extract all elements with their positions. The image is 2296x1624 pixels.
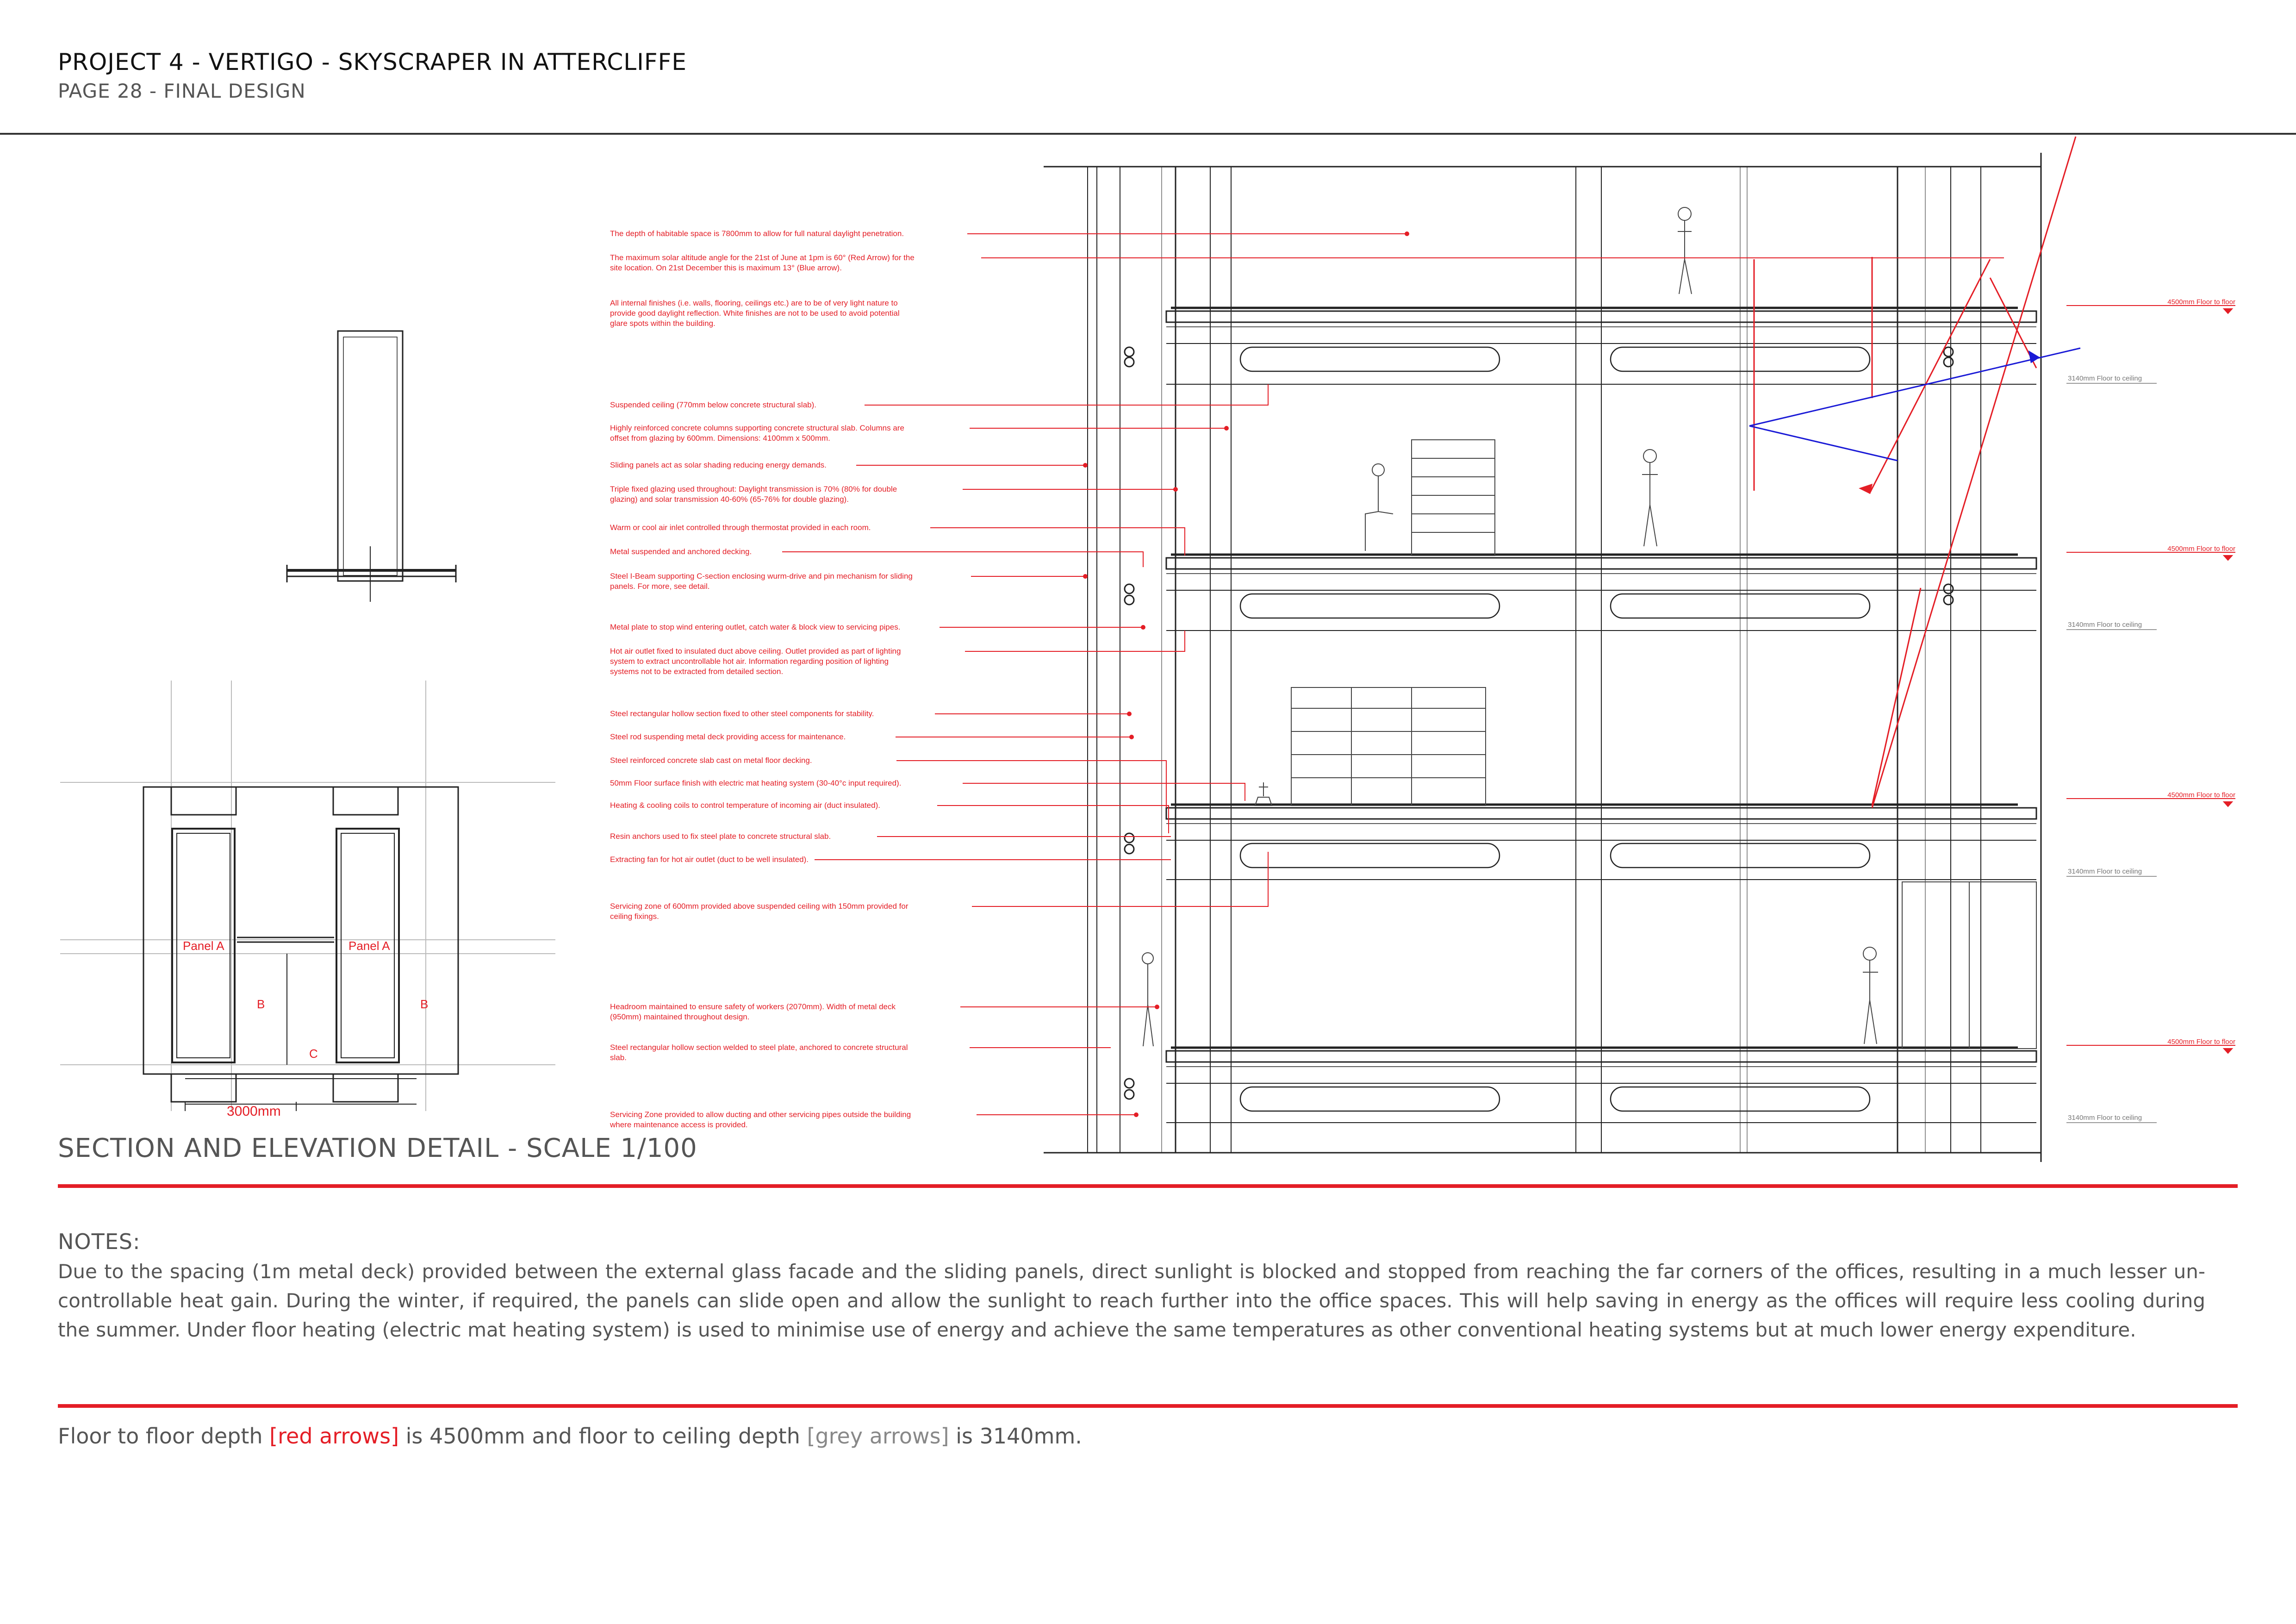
notes-divider bbox=[58, 1404, 2238, 1408]
annotation-line: The maximum solar altitude angle for the 21st of June at 1pm is 60° (Red Arrow) for the bbox=[610, 253, 915, 262]
section-divider bbox=[58, 1184, 2238, 1188]
annotation-line: The depth of habitable space is 7800mm to allow for full natural daylight penetration. bbox=[610, 229, 904, 238]
section-title: SECTION AND ELEVATION DETAIL - SCALE 1/100 bbox=[58, 1133, 697, 1163]
plan-label-b-right: B bbox=[420, 997, 429, 1011]
annotation-line: Headroom maintained to ensure safety of workers (2070mm). Width of metal deck bbox=[610, 1002, 896, 1011]
annotation-line: glare spots within the building. bbox=[610, 319, 716, 328]
annotation-line: Metal plate to stop wind entering outlet, catch water & block view to servicing pipes. bbox=[610, 623, 901, 631]
annotation-line: Steel rectangular hollow section fixed to other steel components for stability. bbox=[610, 709, 874, 718]
annotation-line: slab. bbox=[610, 1053, 627, 1062]
dimension-legend bbox=[58, 1424, 1082, 1449]
annotation-line: Servicing Zone provided to allow ducting and other servicing pipes outside the building bbox=[610, 1110, 911, 1119]
annotation-line: Hot air outlet fixed to insulated duct above ceiling. Outlet provided as part of lighting bbox=[610, 647, 901, 656]
floor-to-ceiling-label-3: 3140mm Floor to ceiling bbox=[2068, 868, 2142, 875]
plan-label-c: C bbox=[309, 1047, 318, 1061]
slab-2 bbox=[1125, 555, 2036, 631]
annotation-line: glazing) and solar transmission 40-60% (65-76% for double glazing). bbox=[610, 495, 849, 504]
building-section bbox=[1044, 153, 2041, 1162]
annotation-line: Heating & cooling coils to control temperature of incoming air (duct insulated). bbox=[610, 801, 880, 810]
floor-to-floor-label-1: 4500mm Floor to floor bbox=[2167, 298, 2235, 306]
annotation-line: Servicing zone of 600mm provided above suspended ceiling with 150mm provided for bbox=[610, 902, 908, 911]
plan-label-panel-a-right: Panel A bbox=[348, 939, 390, 953]
annotation-line: Steel rod suspending metal deck providing access for maintenance. bbox=[610, 732, 846, 741]
plan-label-panel-a-left: Panel A bbox=[183, 939, 224, 953]
annotation-line: offset from glazing by 600mm. Dimensions: 4100mm x 500mm. bbox=[610, 434, 830, 443]
human-figures bbox=[1142, 207, 1878, 1046]
annotation-line: Suspended ceiling (770mm below concrete structural slab). bbox=[610, 400, 817, 409]
annotation-line: 50mm Floor surface finish with electric mat heating system (30-40°c input required). bbox=[610, 779, 902, 787]
annotation-texts bbox=[610, 229, 915, 1129]
ceiling-dimension-markers bbox=[2066, 383, 2157, 1123]
slab-4 bbox=[1125, 1048, 2036, 1123]
annotation-line: systems not to be extracted from detailed section. bbox=[610, 667, 784, 676]
annotation-line: where maintenance access is provided. bbox=[610, 1120, 748, 1129]
panel-elevation-sketch bbox=[287, 331, 456, 602]
annotation-line: Warm or cool air inlet controlled through thermostat provided in each room. bbox=[610, 523, 871, 532]
annotation-line: Resin anchors used to fix steel plate to concrete structural slab. bbox=[610, 832, 831, 841]
annotation-line: Triple fixed glazing used throughout: Daylight transmission is 70% (80% for double bbox=[610, 485, 897, 493]
annotation-line: Highly reinforced concrete columns supporting concrete structural slab. Columns are bbox=[610, 424, 904, 432]
annotation-line: system to extract uncontrollable hot air. Information regarding position of lighting bbox=[610, 657, 889, 666]
floor-to-ceiling-label-4: 3140mm Floor to ceiling bbox=[2068, 1114, 2142, 1122]
plan-dimension: 3000mm bbox=[227, 1104, 281, 1119]
floor-to-ceiling-label-1: 3140mm Floor to ceiling bbox=[2068, 375, 2142, 382]
slab-1 bbox=[1125, 308, 2036, 384]
floor-to-ceiling-label-2: 3140mm Floor to ceiling bbox=[2068, 621, 2142, 629]
notes-body: Due to the spacing (1m metal deck) provided between the external glass facade and the sliding panels, direct sunlight is blocked and stopped from reaching the far corners of the offices, resulting in a much lesser un-controllable heat gain. During the winter, if required, the panels can slide open and allow the sunlight to reach further into the office spaces. This will help saving in energy as the offices will require less cooling during the summer. Under floor heating (electric mat heating system) is used to minimise use of energy and achieve the same temperatures as other conventional heating systems but at much lower energy expenditure. bbox=[58, 1260, 2205, 1341]
page-title: PROJECT 4 - VERTIGO - SKYSCRAPER IN ATTERCLIFFE bbox=[58, 49, 687, 75]
annotation-line: (950mm) maintained throughout design. bbox=[610, 1012, 750, 1021]
leader-dots bbox=[1083, 231, 1409, 1117]
legend-text-2: is 4500mm and floor to ceiling depth bbox=[399, 1424, 807, 1449]
interior-furniture bbox=[1291, 440, 2036, 1049]
annotation-line: Extracting fan for hot air outlet (duct to be well insulated). bbox=[610, 855, 809, 864]
legend-text-1: Floor to floor depth bbox=[58, 1424, 270, 1449]
annotation-line: Steel I-Beam supporting C-section enclosing wurm-drive and pin mechanism for sliding bbox=[610, 572, 913, 581]
annotation-line: panels. For more, see detail. bbox=[610, 582, 710, 591]
annotation-leaders bbox=[782, 234, 2004, 1115]
notes-heading: NOTES: bbox=[58, 1229, 141, 1254]
floor-to-floor-label-2: 4500mm Floor to floor bbox=[2167, 545, 2235, 553]
annotation-line: All internal finishes (i.e. walls, flooring, ceilings etc.) are to be of very light nature to bbox=[610, 299, 898, 307]
floor-to-floor-label-3: 4500mm Floor to floor bbox=[2167, 791, 2235, 799]
annotation-line: Steel reinforced concrete slab cast on metal floor decking. bbox=[610, 756, 812, 765]
floor-to-floor-label-4: 4500mm Floor to floor bbox=[2167, 1038, 2235, 1046]
annotation-line: site location. On 21st December this is maximum 13° (Blue arrow). bbox=[610, 263, 842, 272]
annotation-line: Steel rectangular hollow section welded to steel plate, anchored to concrete structural bbox=[610, 1043, 908, 1052]
summer-sun-arrows bbox=[1754, 137, 2076, 808]
floor-plan-sketch bbox=[60, 681, 555, 1111]
legend-red-arrows: [red arrows] bbox=[269, 1424, 399, 1449]
annotation-line: Metal suspended and anchored decking. bbox=[610, 547, 752, 556]
annotation-line: ceiling fixings. bbox=[610, 912, 659, 921]
plan-label-b-left: B bbox=[257, 997, 265, 1011]
page-subtitle: PAGE 28 - FINAL DESIGN bbox=[58, 80, 306, 102]
slab-3 bbox=[1125, 805, 2036, 880]
annotation-line: Sliding panels act as solar shading reducing energy demands. bbox=[610, 461, 827, 469]
dimension-markers bbox=[2066, 306, 2235, 1053]
legend-text-3: is 3140mm. bbox=[949, 1424, 1082, 1449]
legend-grey-arrows: [grey arrows] bbox=[807, 1424, 949, 1449]
annotation-line: provide good daylight reflection. White finishes are not to be used to avoid potential bbox=[610, 309, 900, 318]
